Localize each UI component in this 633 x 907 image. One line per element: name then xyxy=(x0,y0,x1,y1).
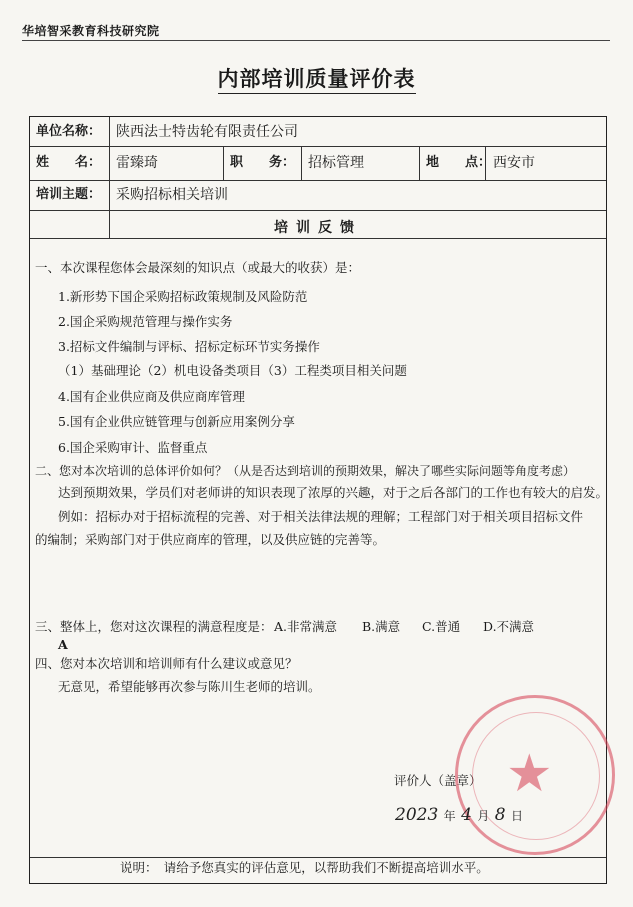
column-divider xyxy=(301,146,302,180)
day-char: 日 xyxy=(510,809,523,823)
footer-note: 说明： 请给予您真实的评估意见，以帮助我们不断提高培训水平。 xyxy=(120,860,489,875)
column-divider xyxy=(223,146,224,180)
q4-answer: 无意见，希望能够再次参与陈川生老师的培训。 xyxy=(58,679,321,694)
q3-option-d: D.不满意 xyxy=(483,619,535,634)
unit-value: 陕西法士特齿轮有限责任公司 xyxy=(116,124,298,140)
q3-answer: A xyxy=(58,637,68,652)
question-4: 四、您对本次培训和培训师有什么建议或意见？ xyxy=(35,656,298,671)
form-title-text: 内部培训质量评价表 xyxy=(218,66,416,94)
row-divider xyxy=(30,180,606,181)
q1-item-4: 4.国有企业供应商及供应商库管理 xyxy=(58,389,245,404)
row-divider xyxy=(30,146,606,147)
handwritten-date xyxy=(395,805,523,825)
name-label: 姓 名： xyxy=(36,155,102,170)
year-char: 年 xyxy=(443,809,456,823)
q3-option-c: C.普通 xyxy=(422,619,461,634)
q2-answer-line-2: 例如：招标办对于招标流程的完善、对于相关法律法规的理解；工程部门对于相关项目招标文件的编制；采购部门对于供应商库的管理，以及供应链的完善等。 xyxy=(35,509,584,547)
q1-item-3-sub: （1）基础理论（2）机电设备类项目（3）工程类项目相关问题 xyxy=(58,363,407,378)
q1-item-1: 1.新形势下国企采购招标政策规制及风险防范 xyxy=(58,289,308,304)
row-divider xyxy=(30,210,606,211)
location-value: 西安市 xyxy=(493,155,535,171)
q1-item-3: 3.招标文件编制与评标、招标定标环节实务操作 xyxy=(58,339,320,354)
q1-item-6: 6.国企采购审计、监督重点 xyxy=(58,440,208,455)
question-2: 二、您对本次培训的总体评价如何？（从是否达到培训的预期效果，解决了哪些实际问题等角度考虑） xyxy=(35,464,576,478)
date-day: 8 xyxy=(494,805,506,825)
question-1: 一、本次课程您体会最深刻的知识点（或最大的收获）是： xyxy=(35,260,361,275)
topic-value: 采购招标相关培训 xyxy=(116,187,228,203)
question-3: 三、整体上，您对这次课程的满意程度是： xyxy=(35,619,273,634)
column-divider xyxy=(419,146,420,180)
month-char: 月 xyxy=(477,809,490,823)
q3-option-a: A.非常满意 xyxy=(274,619,338,634)
seal-star-icon: ★ xyxy=(506,744,553,804)
header-divider xyxy=(22,40,610,41)
q3-option-b: B.满意 xyxy=(362,619,401,634)
organization-name: 华培智采教育科技研究院 xyxy=(22,24,160,38)
q2-answer-line-1: 达到预期效果，学员们对老师讲的知识表现了浓厚的兴趣，对于之后各部门的工作也有较大的启发。 xyxy=(58,485,609,500)
column-divider xyxy=(109,117,110,210)
location-label: 地 点： xyxy=(426,155,492,170)
feedback-section-title: 培训反馈 xyxy=(274,220,362,236)
evaluator-label: 评价人（盖章） xyxy=(394,773,482,788)
company-seal-stamp xyxy=(455,695,615,855)
form-title xyxy=(0,63,633,93)
date-year: 2023 xyxy=(395,805,439,825)
date-month: 4 xyxy=(461,805,472,825)
unit-label: 单位名称： xyxy=(36,124,102,139)
row-divider xyxy=(30,857,606,858)
topic-label: 培训主题： xyxy=(36,187,102,202)
q1-item-5: 5.国有企业供应链管理与创新应用案例分享 xyxy=(58,414,295,429)
q1-item-2: 2.国企采购规范管理与操作实务 xyxy=(58,314,233,329)
position-label: 职 务： xyxy=(230,155,296,170)
name-value: 雷臻琦 xyxy=(116,155,158,171)
position-value: 招标管理 xyxy=(308,155,364,171)
row-divider xyxy=(30,238,606,239)
